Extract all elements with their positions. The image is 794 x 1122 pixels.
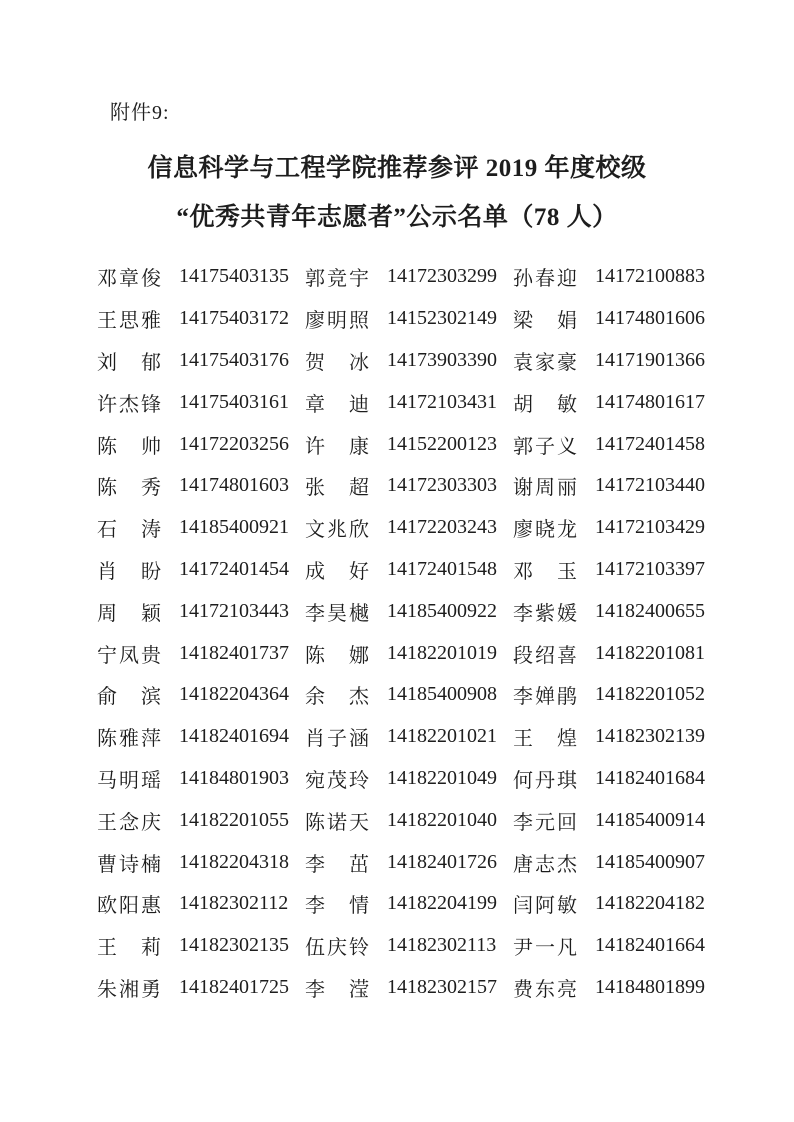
student-id: 14172401548 bbox=[387, 557, 497, 580]
table-row bbox=[97, 507, 703, 549]
student-id: 14182201019 bbox=[387, 641, 497, 664]
table-row bbox=[97, 549, 703, 591]
student-id: 14185400922 bbox=[387, 599, 497, 622]
person-name: 贺 冰 bbox=[305, 351, 369, 374]
person-name: 朱湘勇 bbox=[97, 978, 161, 1001]
student-id: 14182204199 bbox=[387, 892, 497, 915]
student-id: 14182201021 bbox=[387, 725, 497, 748]
person-name: 刘 郁 bbox=[97, 351, 161, 374]
person-name: 张 超 bbox=[305, 477, 369, 500]
person-name: 周 颖 bbox=[97, 602, 161, 625]
person-name: 李婵鹃 bbox=[513, 686, 577, 709]
person-name: 章 迪 bbox=[305, 393, 369, 416]
person-name: 李 情 bbox=[305, 895, 369, 918]
student-id: 14175403172 bbox=[179, 307, 289, 330]
student-id: 14185400908 bbox=[387, 683, 497, 706]
student-id: 14172103429 bbox=[595, 516, 705, 539]
table-row bbox=[97, 967, 703, 1009]
person-name: 胡 敏 bbox=[513, 393, 577, 416]
attachment-label: 附件9: bbox=[110, 102, 170, 124]
document-title-line2: “优秀共青年志愿者”公示名单（78 人） bbox=[176, 204, 618, 231]
person-name: 曹诗楠 bbox=[97, 853, 161, 876]
person-name: 宛茂玲 bbox=[305, 769, 369, 792]
student-id: 14182204318 bbox=[179, 850, 289, 873]
table-row bbox=[97, 925, 703, 967]
person-name: 马明瑶 bbox=[97, 769, 161, 792]
student-id: 14182302157 bbox=[387, 975, 497, 998]
person-name: 许杰锋 bbox=[97, 393, 161, 416]
person-name: 陈 秀 bbox=[97, 477, 161, 500]
student-id: 14182201055 bbox=[179, 808, 289, 831]
student-id: 14172103397 bbox=[595, 557, 705, 580]
table-row bbox=[97, 883, 703, 925]
person-name: 王念庆 bbox=[97, 811, 161, 834]
student-id: 14175403135 bbox=[179, 265, 289, 288]
student-id: 14182401726 bbox=[387, 850, 497, 873]
table-row bbox=[97, 381, 703, 423]
person-name: 肖 盼 bbox=[97, 560, 161, 583]
student-id: 14182302113 bbox=[387, 934, 497, 957]
person-name: 郭子义 bbox=[513, 435, 577, 458]
table-row bbox=[97, 632, 703, 674]
student-id: 14182401684 bbox=[595, 766, 705, 789]
student-id: 14182400655 bbox=[595, 599, 705, 622]
person-name: 孙春迎 bbox=[513, 268, 577, 291]
table-row bbox=[97, 674, 703, 716]
person-name: 谢周丽 bbox=[513, 477, 577, 500]
student-id: 14184801903 bbox=[179, 766, 289, 789]
person-name: 陈雅萍 bbox=[97, 728, 161, 751]
student-id: 14185400907 bbox=[595, 850, 705, 873]
student-id: 14182204182 bbox=[595, 892, 705, 915]
person-name: 石 涛 bbox=[97, 519, 161, 542]
document-title-line1: 信息科学与工程学院推荐参评 2019 年度校级 bbox=[147, 155, 647, 182]
student-id: 14175403161 bbox=[179, 390, 289, 413]
person-name: 欧阳惠 bbox=[97, 895, 161, 918]
student-id: 14172103443 bbox=[179, 599, 289, 622]
table-row bbox=[97, 799, 703, 841]
student-id: 14174801603 bbox=[179, 474, 289, 497]
person-name: 王 煌 bbox=[513, 728, 577, 751]
person-name: 费东亮 bbox=[513, 978, 577, 1001]
roster-table bbox=[97, 256, 703, 1008]
student-id: 14185400921 bbox=[179, 516, 289, 539]
table-row bbox=[97, 423, 703, 465]
person-name: 余 杰 bbox=[305, 686, 369, 709]
student-id: 14182201081 bbox=[595, 641, 705, 664]
student-id: 14152200123 bbox=[387, 432, 497, 455]
person-name: 王 莉 bbox=[97, 937, 161, 960]
student-id: 14182201052 bbox=[595, 683, 705, 706]
student-id: 14182302112 bbox=[179, 892, 289, 915]
student-id: 14152302149 bbox=[387, 307, 497, 330]
person-name: 李昊樾 bbox=[305, 602, 369, 625]
student-id: 14175403176 bbox=[179, 348, 289, 371]
person-name: 李紫媛 bbox=[513, 602, 577, 625]
table-row bbox=[97, 465, 703, 507]
student-id: 14172401458 bbox=[595, 432, 705, 455]
table-row bbox=[97, 340, 703, 382]
person-name: 邓 玉 bbox=[513, 560, 577, 583]
person-name: 袁家豪 bbox=[513, 351, 577, 374]
student-id: 14182204364 bbox=[179, 683, 289, 706]
table-row bbox=[97, 716, 703, 758]
student-id: 14182401694 bbox=[179, 725, 289, 748]
person-name: 段绍喜 bbox=[513, 644, 577, 667]
student-id: 14172303303 bbox=[387, 474, 497, 497]
person-name: 陈诺天 bbox=[305, 811, 369, 834]
student-id: 14173903390 bbox=[387, 348, 497, 371]
person-name: 许 康 bbox=[305, 435, 369, 458]
student-id: 14174801606 bbox=[595, 307, 705, 330]
student-id: 14171901366 bbox=[595, 348, 705, 371]
table-row bbox=[97, 256, 703, 298]
student-id: 14182302135 bbox=[179, 934, 289, 957]
person-name: 邓章俊 bbox=[97, 268, 161, 291]
person-name: 郭竞宇 bbox=[305, 268, 369, 291]
person-name: 陈 帅 bbox=[97, 435, 161, 458]
student-id: 14172303299 bbox=[387, 265, 497, 288]
student-id: 14172401454 bbox=[179, 557, 289, 580]
person-name: 李元回 bbox=[513, 811, 577, 834]
student-id: 14182201040 bbox=[387, 808, 497, 831]
person-name: 肖子涵 bbox=[305, 728, 369, 751]
table-row bbox=[97, 590, 703, 632]
person-name: 何丹琪 bbox=[513, 769, 577, 792]
person-name: 宁凤贵 bbox=[97, 644, 161, 667]
student-id: 14182401737 bbox=[179, 641, 289, 664]
student-id: 14182201049 bbox=[387, 766, 497, 789]
student-id: 14184801899 bbox=[595, 975, 705, 998]
student-id: 14172100883 bbox=[595, 265, 705, 288]
table-row bbox=[97, 758, 703, 800]
person-name: 闫阿敏 bbox=[513, 895, 577, 918]
person-name: 李 茁 bbox=[305, 853, 369, 876]
person-name: 文兆欣 bbox=[305, 519, 369, 542]
student-id: 14185400914 bbox=[595, 808, 705, 831]
person-name: 廖晓龙 bbox=[513, 519, 577, 542]
person-name: 俞 滨 bbox=[97, 686, 161, 709]
student-id: 14174801617 bbox=[595, 390, 705, 413]
student-id: 14172103440 bbox=[595, 474, 705, 497]
person-name: 李 滢 bbox=[305, 978, 369, 1001]
person-name: 尹一凡 bbox=[513, 937, 577, 960]
person-name: 伍庆铃 bbox=[305, 937, 369, 960]
table-row bbox=[97, 841, 703, 883]
person-name: 王思雅 bbox=[97, 310, 161, 333]
student-id: 14182401725 bbox=[179, 975, 289, 998]
student-id: 14182401664 bbox=[595, 934, 705, 957]
person-name: 成 好 bbox=[305, 560, 369, 583]
person-name: 梁 娟 bbox=[513, 310, 577, 333]
student-id: 14182302139 bbox=[595, 725, 705, 748]
table-row bbox=[97, 298, 703, 340]
student-id: 14172103431 bbox=[387, 390, 497, 413]
person-name: 陈 娜 bbox=[305, 644, 369, 667]
student-id: 14172203256 bbox=[179, 432, 289, 455]
person-name: 唐志杰 bbox=[513, 853, 577, 876]
student-id: 14172203243 bbox=[387, 516, 497, 539]
person-name: 廖明照 bbox=[305, 310, 369, 333]
